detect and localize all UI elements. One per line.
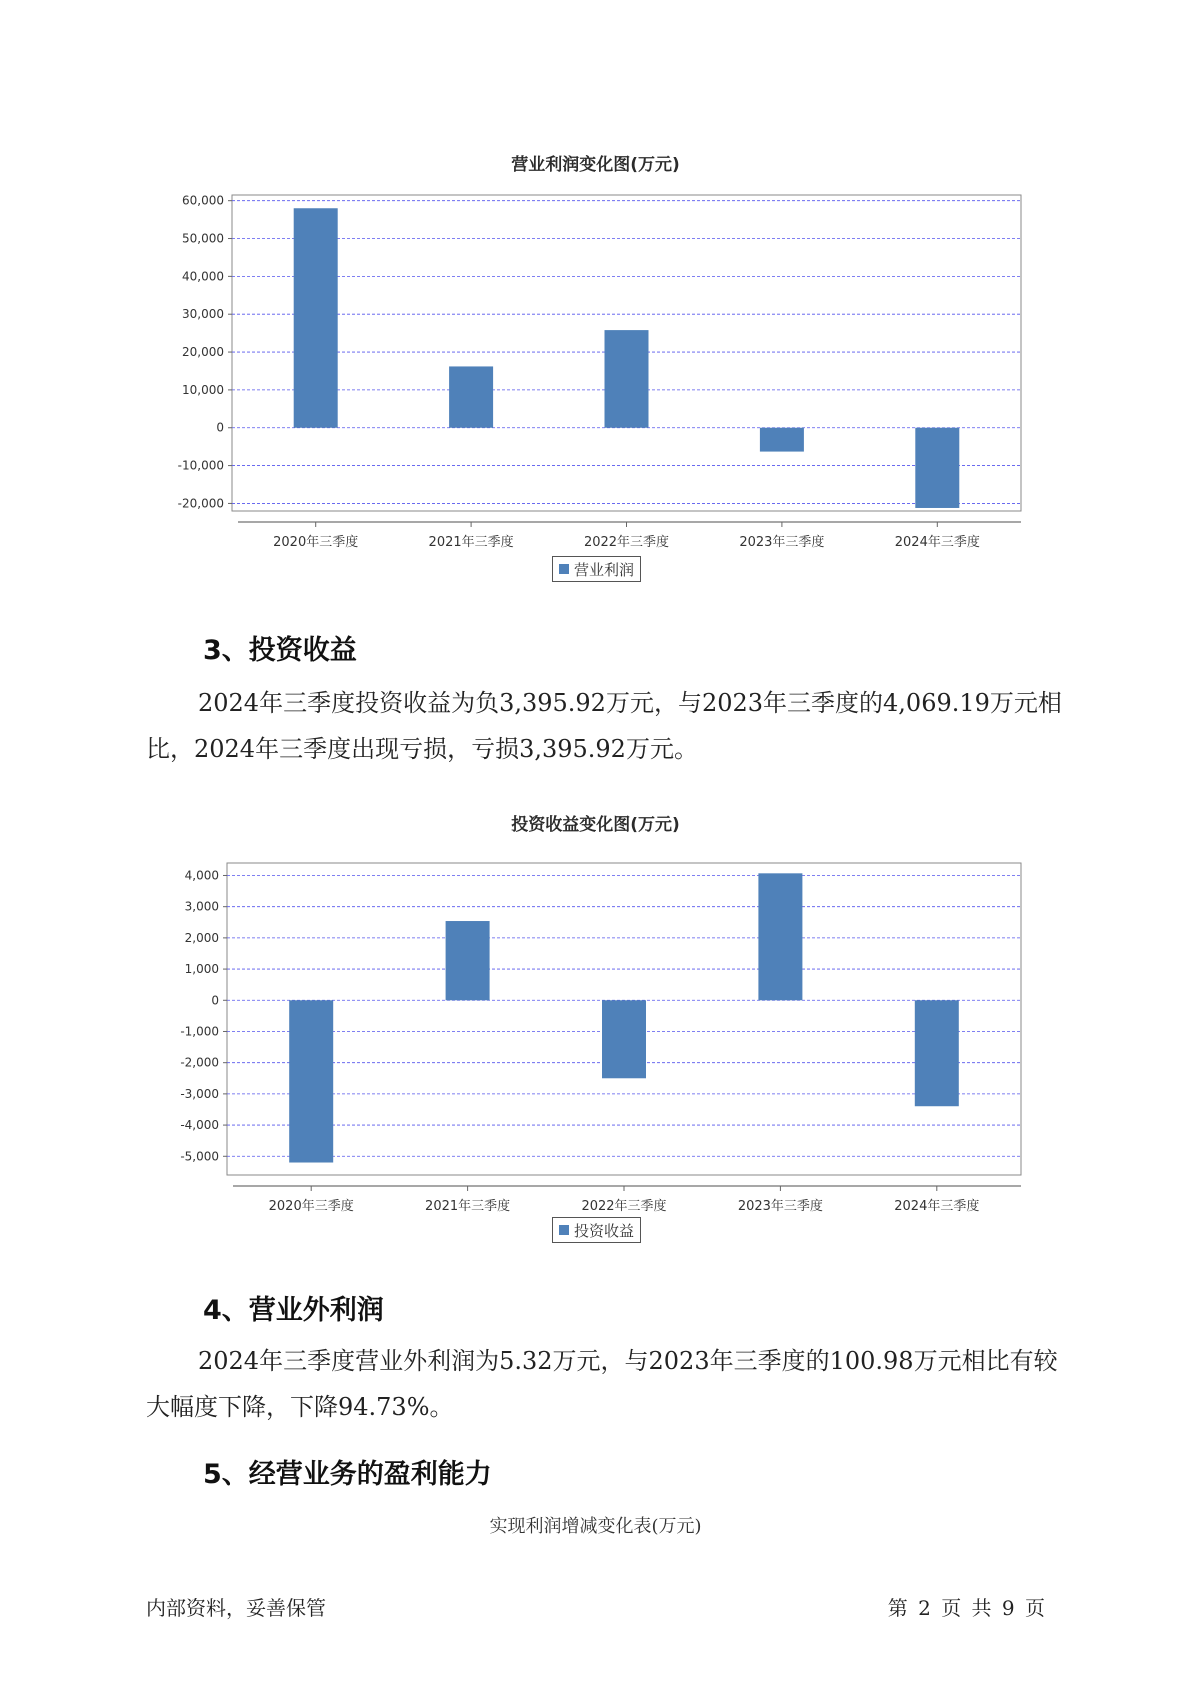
- table-caption: 实现利润增减变化表(万元): [489, 1516, 702, 1537]
- y-tick-label: -2,000: [180, 1055, 219, 1070]
- legend-label: 营业利润: [574, 560, 635, 579]
- legend-swatch-icon: [559, 1225, 569, 1235]
- x-tick-label: 2024年三季度: [894, 535, 980, 550]
- paragraph-non-operating-profit: 2024年三季度营业外利润为5.32万元，与2023年三季度的100.98万元相比有较大幅度下降，下降94.73%。: [146, 1347, 1058, 1421]
- x-tick-label: 2022年三季度: [583, 535, 670, 550]
- y-tick-label: 10,000: [182, 382, 224, 397]
- x-tick-label: 2024年三季度: [894, 1199, 980, 1214]
- y-tick-label: -10,000: [177, 458, 224, 473]
- footer-page-number: 第 2 页 共 9 页: [887, 1596, 1045, 1620]
- x-tick-label: 2023年三季度: [739, 535, 825, 550]
- y-tick-label: -5,000: [180, 1149, 219, 1164]
- heading-non-operating-profit: 4、营业外利润: [203, 1295, 384, 1326]
- y-tick-label: -20,000: [177, 496, 224, 511]
- y-tick-label: 40,000: [182, 269, 224, 284]
- x-tick-label: 2023年三季度: [737, 1199, 823, 1214]
- y-tick-label: 20,000: [182, 345, 224, 360]
- y-tick-label: -4,000: [180, 1118, 219, 1133]
- y-tick-label: 0: [211, 993, 219, 1008]
- y-tick-label: 1,000: [184, 962, 219, 977]
- chart-title-investment-income: 投资收益变化图(万元): [511, 815, 680, 835]
- y-tick-label: 30,000: [182, 307, 224, 322]
- y-tick-label: -3,000: [180, 1086, 219, 1101]
- y-tick-label: 60,000: [182, 193, 224, 208]
- y-tick-label: 50,000: [182, 231, 224, 246]
- chart-title-operating-profit: 营业利润变化图(万元): [511, 155, 680, 175]
- footer-confidential-note: 内部资料，妥善保管: [146, 1596, 326, 1620]
- bar: [446, 921, 490, 1000]
- bar: [915, 1000, 959, 1106]
- bar: [289, 1000, 333, 1162]
- y-tick-label: 4,000: [184, 868, 219, 883]
- heading-investment-income: 3、投资收益: [203, 635, 357, 666]
- y-tick-label: 0: [216, 420, 224, 435]
- chart-legend-investment-income: [552, 1217, 641, 1243]
- legend-label: 投资收益: [574, 1221, 635, 1240]
- x-tick-label: 2022年三季度: [581, 1199, 667, 1214]
- bar: [602, 1000, 646, 1078]
- x-tick-label: 2021年三季度: [425, 1199, 511, 1214]
- y-tick-label: -1,000: [180, 1024, 219, 1039]
- x-tick-label: 2021年三季度: [428, 535, 514, 550]
- heading-profitability: 5、经营业务的盈利能力: [203, 1459, 492, 1490]
- paragraph-investment-income: 2024年三季度投资收益为负3,395.92万元，与2023年三季度的4,069.19万元相比，2024年三季度出现亏损，亏损3,395.92万元。: [146, 689, 1062, 763]
- y-tick-label: 3,000: [184, 899, 219, 914]
- x-tick-label: 2020年三季度: [268, 1199, 354, 1214]
- y-tick-label: 2,000: [184, 930, 219, 945]
- bar: [758, 873, 802, 1000]
- x-tick-label: 2020年三季度: [273, 535, 359, 550]
